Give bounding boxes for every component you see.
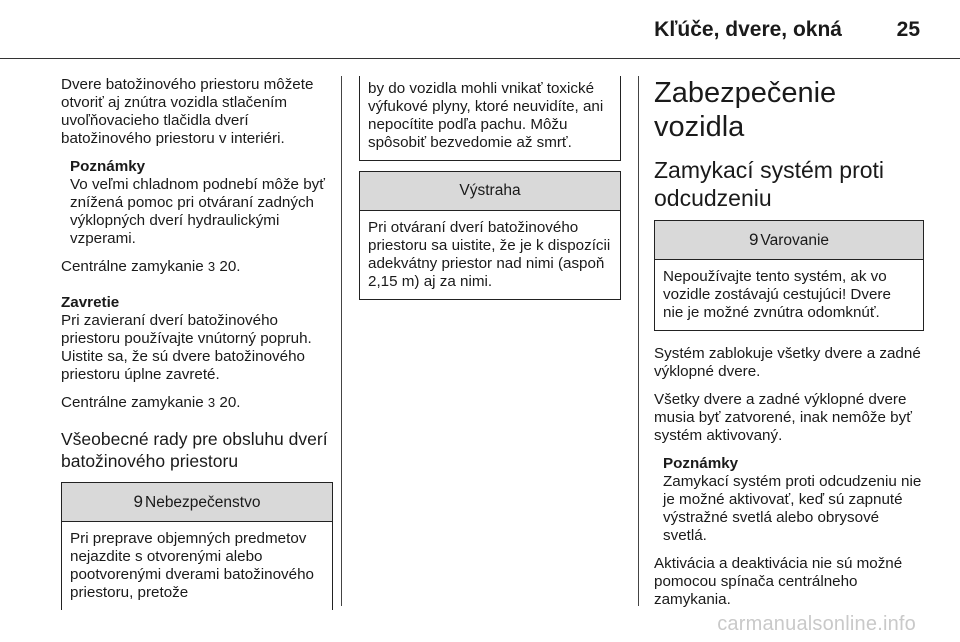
danger-continued-text: by do vozidla mohli vnikať toxické výfukové plyny, ktoré neuvidíte, ani nepocítite podľa pachu. Môžu spôsobiť bezvedomie až smrť. <box>368 80 604 151</box>
paragraph-1: Systém zablokuje všetky dvere a zadné výklopné dvere. <box>654 345 921 380</box>
caution-text: Pri otváraní dverí batožinového priestoru sa uistite, že je k dispozícii adekvátny priestor nad nimi (aspoň 2,15 m) aj za nimi. <box>368 219 611 290</box>
header-divider <box>0 58 960 59</box>
reference-page: 20. <box>219 258 241 275</box>
page-number: 25 <box>896 18 920 41</box>
reference-arrow-icon: 3 <box>207 259 216 274</box>
tips-heading: Všeobecné rady pre obsluhu dverí batožinového priestoru <box>61 429 328 471</box>
column-2 <box>359 76 621 300</box>
cross-reference-2[interactable] <box>61 394 333 412</box>
paragraph-2: Všetky dvere a zadné výklopné dvere musia byť zatvorené, inak nemôže byť systém aktivovaný. <box>654 391 912 444</box>
column-divider-2 <box>638 76 639 606</box>
paragraph-3: Aktivácia a deaktivácia nie sú možné pomocou spínača centrálneho zamykania. <box>654 555 903 608</box>
warning-box-header <box>655 221 923 260</box>
danger-icon: 9 <box>133 492 143 511</box>
note-heading: Poznámky <box>70 158 146 175</box>
section-title: Zabezpečenie vozidla <box>654 77 837 143</box>
note-box-2 <box>663 455 924 545</box>
warning-icon: 9 <box>748 230 759 249</box>
reference-arrow-icon: 3 <box>207 395 216 410</box>
warning-box <box>654 220 924 331</box>
reference-label: Centrálne zamykanie <box>61 394 204 411</box>
caution-title: Výstraha <box>360 172 620 211</box>
reference-page: 20. <box>219 394 241 411</box>
warning-text: Nepoužívajte tento systém, ak vo vozidle zostávajú cestujúci! Dvere nie je možné zvnútra odomknúť. <box>663 268 891 321</box>
column-divider-1 <box>341 76 342 606</box>
danger-title: Nebezpečenstvo <box>145 494 261 511</box>
note-heading: Poznámky <box>663 455 739 472</box>
caution-box <box>359 171 621 300</box>
watermark: carmanualsonline.info <box>717 613 916 635</box>
danger-box <box>61 482 333 610</box>
column-1 <box>61 76 333 610</box>
danger-box-continued <box>359 76 621 161</box>
close-paragraph: Pri zavieraní dverí batožinového priestoru používajte vnútorný popruh. Uistite sa, že sú dvere batožinového priestoru úplne zavreté. <box>61 312 312 383</box>
subsection-title: Zamykací systém proti odcudzeniu <box>654 157 885 211</box>
column-3 <box>654 76 924 619</box>
intro-paragraph: Dvere batožinového priestoru môžete otvoriť aj znútra vozidla stlačením uvoľňovacieho tlačidla dverí batožinového priestoru v interiéri. <box>61 76 314 147</box>
note-text: Vo veľmi chladnom podnebí môže byť znížená pomoc pri otváraní zadných výklopných dverí hydraulickými vzperami. <box>70 176 325 247</box>
note-text: Zamykací systém proti odcudzeniu nie je možné aktivovať, keď sú zapnuté výstražné svetlá alebo obrysové svetlá. <box>663 473 922 544</box>
close-heading: Zavretie <box>61 294 120 311</box>
danger-box-header <box>62 483 332 522</box>
danger-text: Pri preprave objemných predmetov nejazdite s otvorenými alebo pootvorenými dverami batožinového priestoru, pretože <box>70 530 314 601</box>
warning-title: Varovanie <box>760 232 830 249</box>
running-header-title: Kľúče, dvere, okná <box>654 18 842 41</box>
reference-label: Centrálne zamykanie <box>61 258 204 275</box>
cross-reference-1[interactable] <box>61 258 333 276</box>
note-box-1 <box>70 158 333 248</box>
